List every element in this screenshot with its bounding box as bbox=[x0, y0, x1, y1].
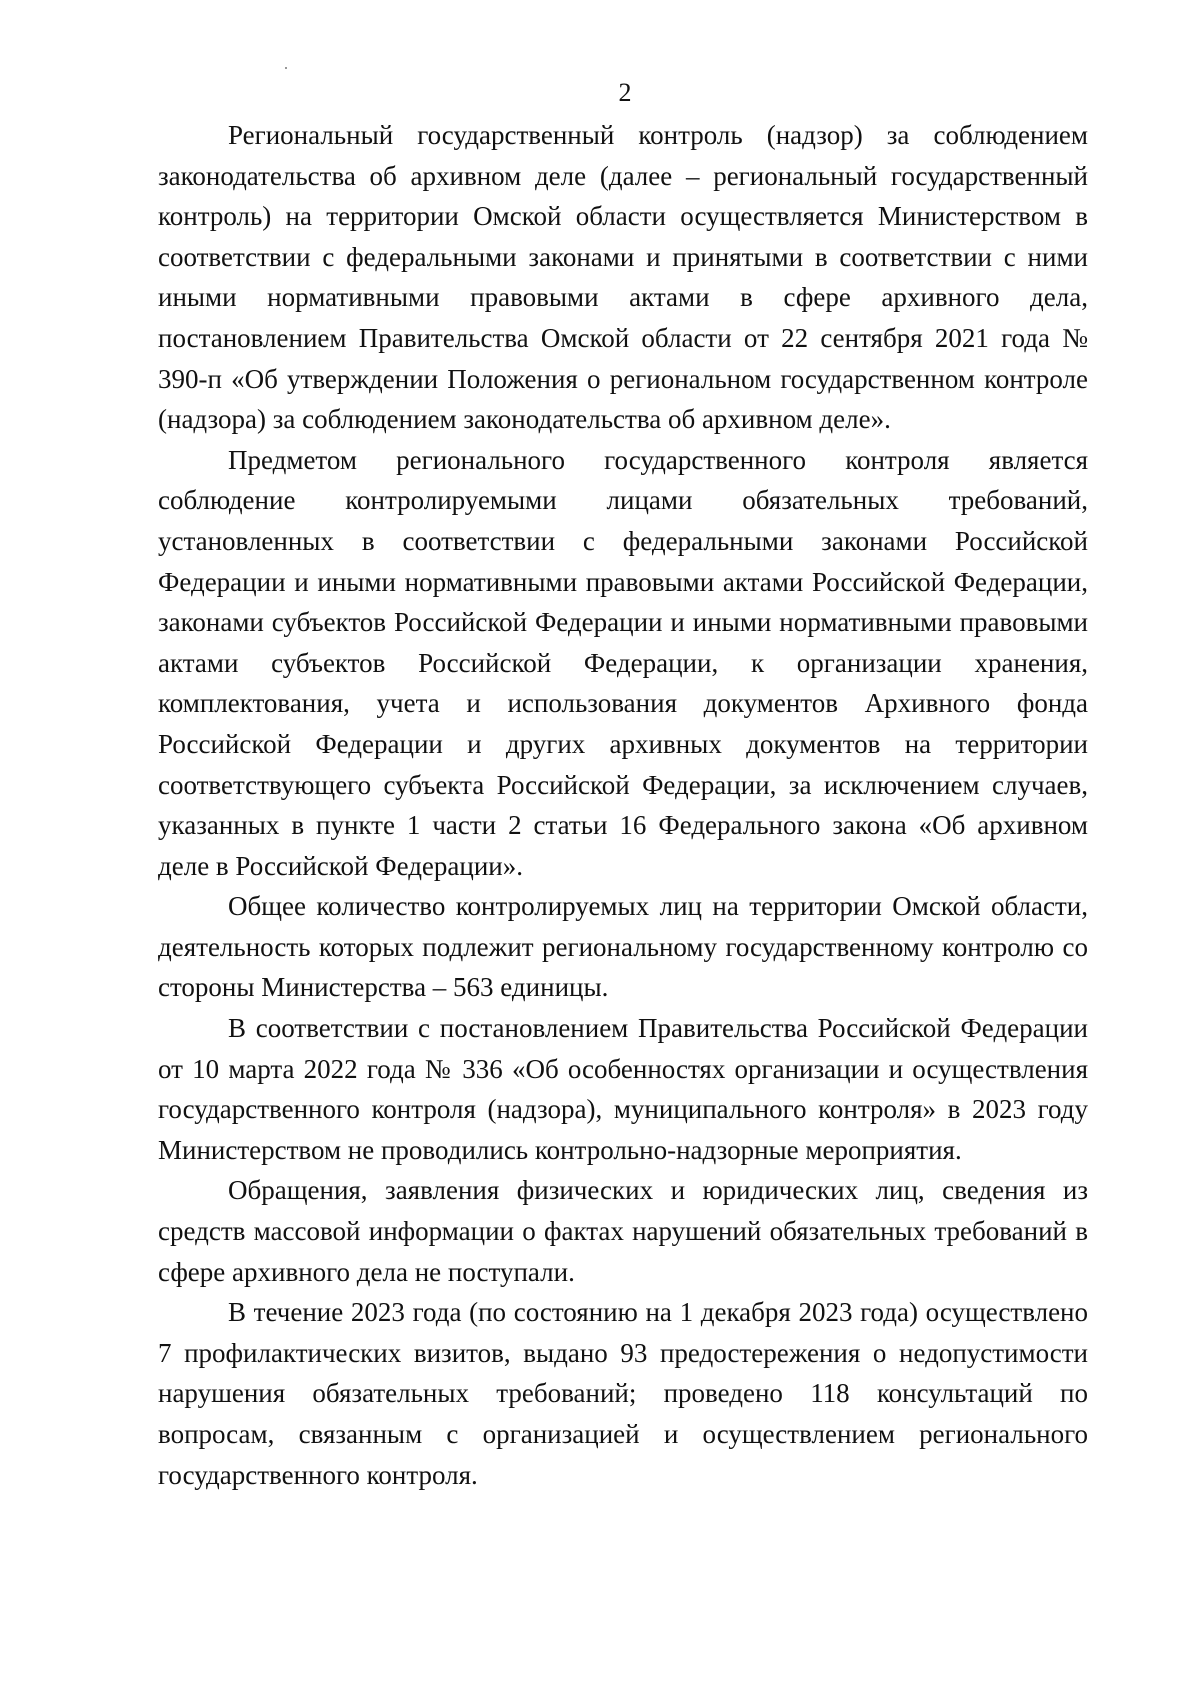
document-body bbox=[158, 115, 1088, 1495]
scan-speck bbox=[285, 67, 287, 69]
paragraph-controlled-persons-count: Общее количество контролируемых лиц на территории Омской области, деятельность которых подлежит региональному государственному контролю со стороны Министерства – 563 единицы. bbox=[158, 891, 1088, 1003]
paragraph-prevention-results: В течение 2023 года (по состоянию на 1 декабря 2023 года) осуществлено 7 профилактических визитов, выдано 93 предостережения о недопустимости нарушения обязательных требований; проведено 118 консультаций по вопросам, связанным с организацией и осуществлением регионального государственного контроля. bbox=[158, 1297, 1088, 1490]
paragraph-control-subject: Предметом регионального государственного контроля является соблюдение контролируемыми лицами обязательных требований, установленных в соответствии с федеральными законами Российской Федерации и иными нормативными правовыми актами Российской Федерации, законами субъектов Российской Федерации и иными нормативными правовыми актами субъектов Российской Федерации, к организации хранения, комплектования, учета и использования документов Архивного фонда Российской Федерации и других архивных документов на территории соответствующего субъекта Российской Федерации, за исключением случаев, указанных в пункте 1 части 2 статьи 16 Федерального закона «Об архивном деле в Российской Федерации». bbox=[158, 444, 1088, 881]
page-number: 2 bbox=[618, 78, 632, 107]
paragraph-no-complaints: Обращения, заявления физических и юридических лиц, сведения из средств массовой информации о фактах нарушений обязательных требований в сфере архивного дела не поступали. bbox=[158, 1175, 1088, 1287]
paragraph-regional-control: Региональный государственный контроль (надзор) за соблюдением законодательства об архивном деле (далее – региональный государственный контроль) на территории Омской области осуществляется Министерством в соответствии с федеральными законами и принятыми в соответствии с ними иными нормативными правовыми актами в сфере архивного дела, постановлением Правительства Омской области от 22 сентября 2021 года № 390-п «Об утверждении Положения о региональном государственном контроле (надзора) за соблюдением законодательства об архивном деле». bbox=[158, 120, 1088, 435]
paragraph-no-inspections: В соответствии с постановлением Правительства Российской Федерации от 10 марта 2022 года № 336 «Об особенностях организации и осуществления государственного контроля (надзора), муниципального контроля» в 2023 году Министерством не проводились контрольно-надзорные мероприятия. bbox=[158, 1013, 1088, 1165]
